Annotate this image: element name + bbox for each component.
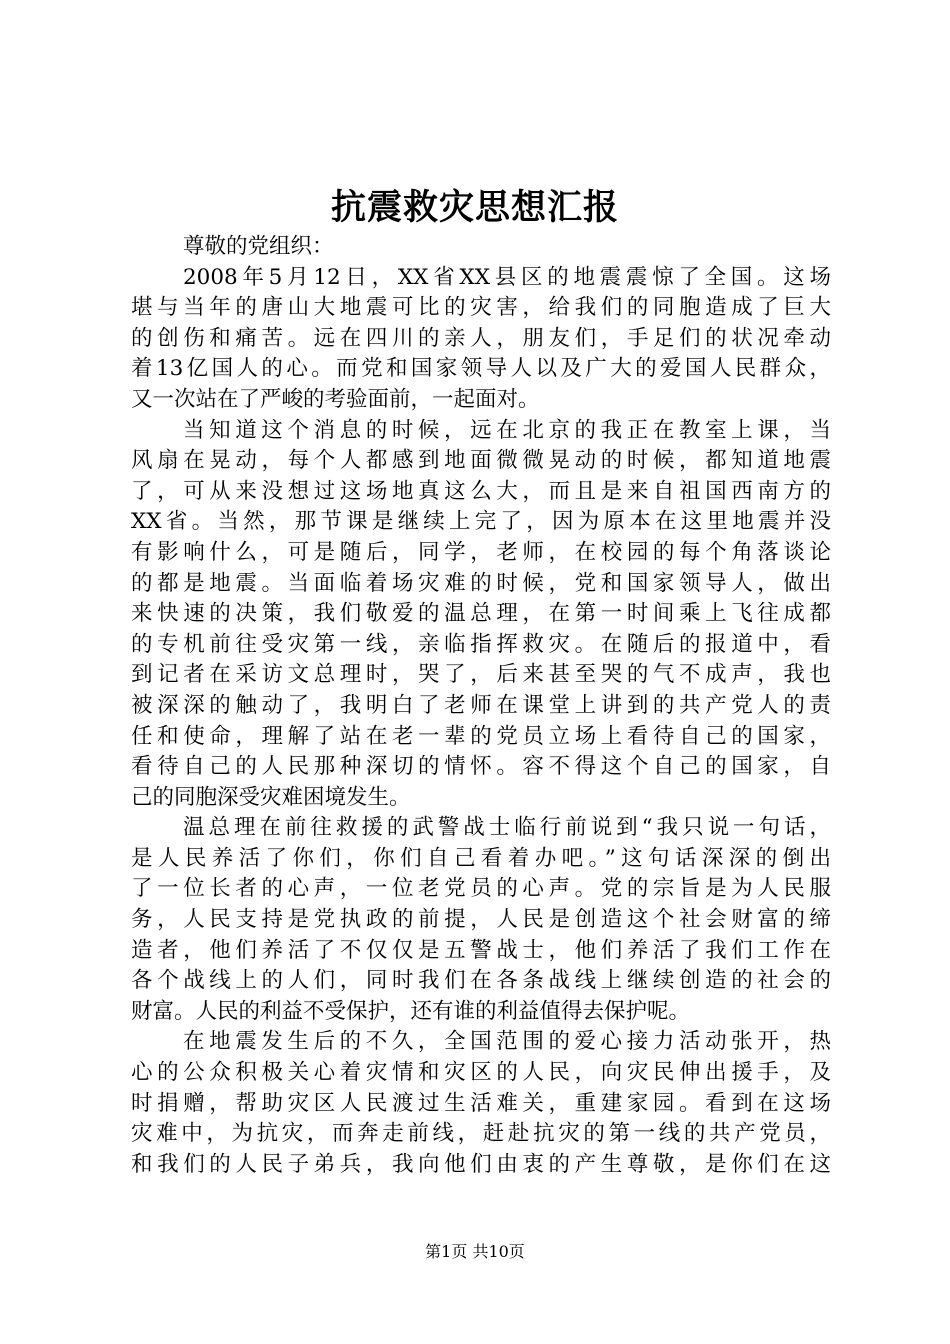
text-line: 2008年5月12日，XX省XX县区的地震震惊了全国。这场 [183, 264, 831, 290]
document-title: 抗震救灾思想汇报 [330, 187, 619, 228]
text-line: 的专机前往受灾第一线，亲临指挥救灾。在随后的报道中，看 [131, 631, 831, 657]
text-line: 时捐赠，帮助灾区人民渡过生活难关，重建家园。看到在这场 [131, 1090, 831, 1116]
text-line: 被深深的触动了，我明白了老师在课堂上讲到的共产党人的责 [131, 692, 831, 718]
text-line: 心的公众积极关心着灾情和灾区的人民，向灾民伸出援手，及 [131, 1060, 831, 1086]
text-line: 任和使命，理解了站在老一辈的党员立场上看待自己的国家， [131, 723, 831, 749]
text-line: 的都是地震。当面临着场灾难的时候，党和国家领导人，做出 [131, 570, 831, 596]
text-line: 了，可从来没想过这场地真这么大，而且是来自祖国西南方的 [131, 478, 831, 504]
text-line: 务，人民支持是党执政的前提，人民是创造这个社会财富的缔 [131, 907, 831, 933]
text-line: 灾难中，为抗灾，而奔走前线，赶赴抗灾的第一线的共产党员， [131, 1121, 831, 1147]
text-line: 堪与当年的唐山大地震可比的灾害，给我们的同胞造成了巨大 [131, 295, 831, 321]
text-line: 着13亿国人的心。而党和国家领导人以及广大的爱国人民群众， [131, 356, 831, 382]
text-line: 看待自己的人民那种深切的情怀。容不得这个自己的国家，自 [131, 754, 831, 780]
text-line: 和我们的人民子弟兵，我向他们由衷的产生尊敬，是你们在这 [131, 1151, 831, 1177]
text-line: 来快速的决策，我们敬爱的温总理，在第一时间乘上飞往成都 [131, 601, 831, 627]
text-line: 温总理在前往救援的武警战士临行前说到“我只说一句话， [183, 815, 831, 841]
text-line: 是人民养活了你们，你们自己看着办吧。”这句话深深的倒出 [131, 845, 831, 871]
text-line: 造者，他们养活了不仅仅是五警战士，他们养活了我们工作在 [131, 937, 831, 963]
text-line: 尊敬的党组织： [183, 234, 334, 259]
text-line: 各个战线上的人们，同时我们在各条战线上继续创造的社会的 [131, 968, 831, 994]
text-line: 己的同胞深受灾难困境发生。 [131, 784, 411, 810]
text-line: 又一次站在了严峻的考验面前，一起面对。 [131, 386, 540, 412]
text-line: 在地震发生后的不久，全国范围的爱心接力活动张开，热 [183, 1029, 831, 1055]
text-line: 风扇在晃动，每个人都感到地面微微晃动的时候，都知道地震 [131, 448, 831, 474]
text-line: 财富。人民的利益不受保护，还有谁的利益值得去保护呢。 [131, 998, 691, 1024]
text-line: XX省。当然，那节课是继续上完了，因为原本在这里地震并没 [131, 509, 831, 535]
text-line: 到记者在采访文总理时，哭了，后来甚至哭的气不成声，我也 [131, 662, 831, 688]
text-line: 了一位长者的心声，一位老党员的心声。党的宗旨是为人民服 [131, 876, 831, 902]
page-footer: 第1页 共10页 [425, 1242, 525, 1261]
text-line: 当知道这个消息的时候，远在北京的我正在教室上课，当 [183, 417, 831, 443]
text-line: 的创伤和痛苦。远在四川的亲人，朋友们，手足们的状况牵动 [131, 325, 831, 351]
document-body [131, 232, 831, 1180]
text-line: 有影响什么，可是随后，同学，老师，在校园的每个角落谈论 [131, 539, 831, 565]
